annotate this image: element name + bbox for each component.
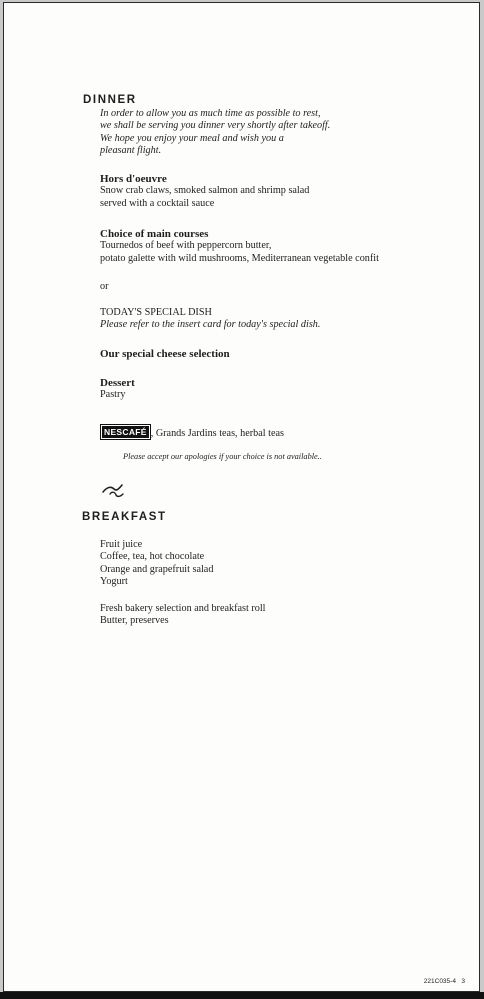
scan-edge xyxy=(0,992,484,999)
airline-logo-icon xyxy=(101,481,125,499)
dinner-intro xyxy=(100,108,330,157)
page-number: 3 xyxy=(461,978,465,985)
hors-doeuvre-line: Snow crab claws, smoked salmon and shrimp salad xyxy=(100,185,310,197)
intro-line: We hope you enjoy your meal and wish you a xyxy=(100,132,284,144)
main-course-line: Tournedos of beef with peppercorn butter, xyxy=(100,240,272,252)
intro-line: we shall be serving you dinner very shortly after takeoff. xyxy=(100,120,331,132)
dessert-section xyxy=(100,377,135,402)
hors-doeuvre-section xyxy=(100,173,309,210)
breakfast-heading: BREAKFAST xyxy=(82,511,167,523)
dessert-item: Pastry xyxy=(100,389,126,401)
hors-doeuvre-line: served with a cocktail sauce xyxy=(100,197,215,209)
bakery-items xyxy=(100,603,266,628)
intro-line: pleasant flight. xyxy=(100,144,162,156)
page-footer xyxy=(424,978,465,985)
breakfast-item: Orange and grapefruit salad xyxy=(100,563,214,575)
or-text: or xyxy=(100,281,109,292)
breakfast-item: Coffee, tea, hot chocolate xyxy=(100,551,205,563)
cheese-title: Our special cheese selection xyxy=(100,348,230,360)
cheese-section xyxy=(100,348,230,360)
main-course-line: potato galette with wild mushrooms, Mediterranean vegetable confit xyxy=(100,252,379,264)
breakfast-item: Yogurt xyxy=(100,575,128,587)
apology-note: Please accept our apologies if your choice is not available.. xyxy=(123,452,322,461)
main-courses-title: Choice of main courses xyxy=(100,228,209,240)
nescafe-logo: NESCAFÉ xyxy=(100,424,151,440)
special-dish-title: TODAY'S SPECIAL DISH xyxy=(100,307,212,318)
bakery-item: Butter, preserves xyxy=(100,615,169,627)
bakery-item: Fresh bakery selection and breakfast roll xyxy=(100,603,266,614)
breakfast-item: Fruit juice xyxy=(100,539,143,550)
dessert-title: Dessert xyxy=(100,377,135,389)
special-dish-section xyxy=(100,307,320,332)
drinks-line xyxy=(100,424,284,440)
hors-doeuvre-title: Hors d'oeuvre xyxy=(100,173,167,185)
drinks-text: , Grands Jardins teas, herbal teas xyxy=(150,428,284,439)
menu-card xyxy=(3,2,480,992)
dinner-heading: DINNER xyxy=(83,94,137,106)
main-courses-section xyxy=(100,228,379,265)
breakfast-items xyxy=(100,539,213,588)
ref-code: 221C035-4 xyxy=(423,978,456,985)
intro-line: In order to allow you as much time as possible to rest, xyxy=(100,108,321,119)
special-dish-note: Please refer to the insert card for today's special dish. xyxy=(100,319,321,331)
